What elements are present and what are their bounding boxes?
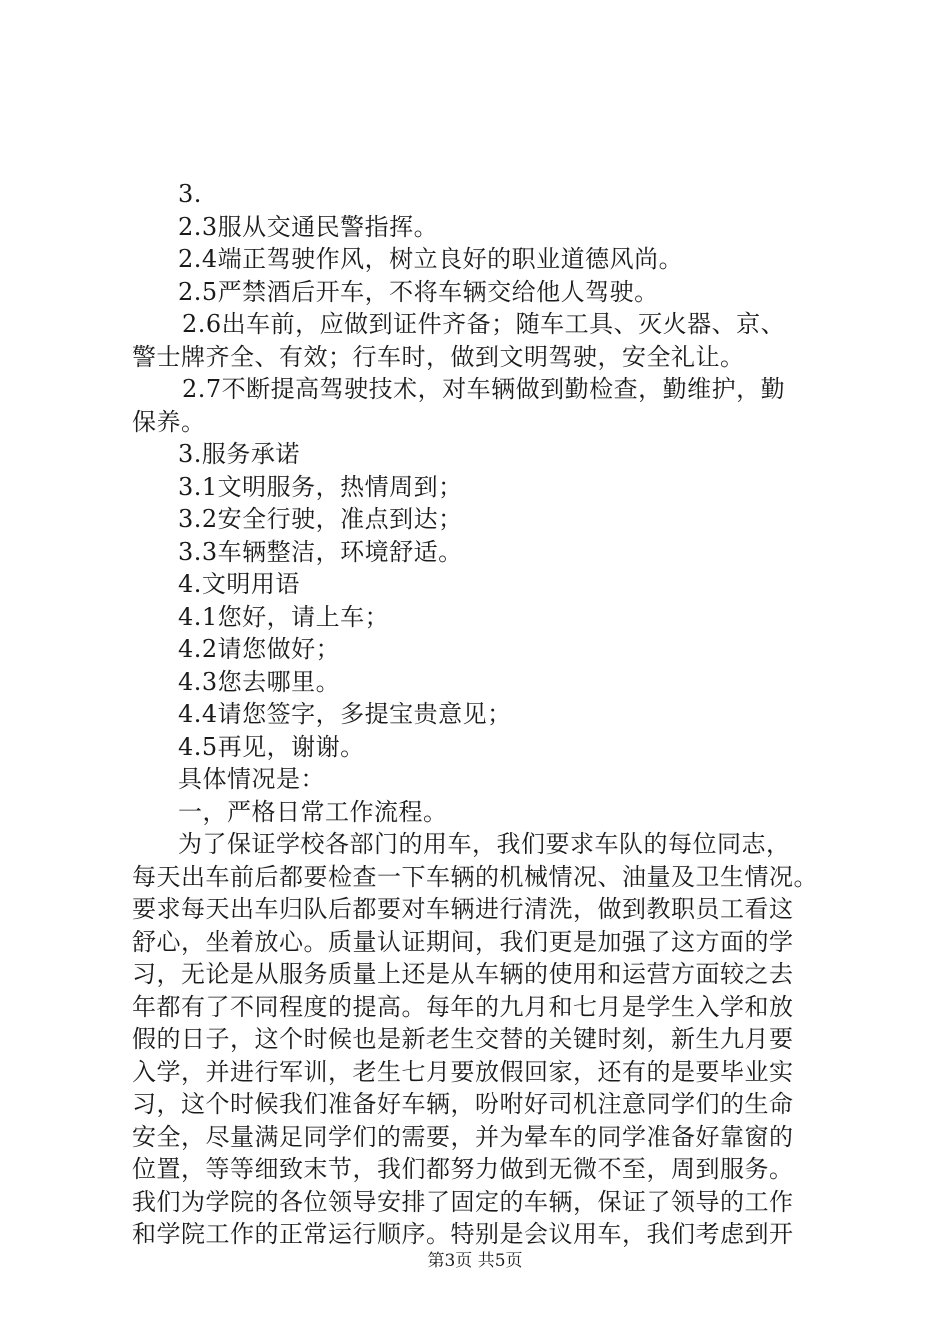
text-line: 警士牌齐全、有效；行车时，做到文明驾驶，安全礼让。 xyxy=(132,342,745,371)
text-line: 每天出车前后都要检查一下车辆的机械情况、油量及卫生情况。 xyxy=(132,862,818,891)
text-line: 3.3车辆整洁，环境舒适。 xyxy=(178,537,463,566)
text-line: 4.4请您签字，多提宝贵意见； xyxy=(178,700,512,728)
text-line: 4.3您去哪里。 xyxy=(178,667,341,696)
text-line: 2.6出车前，应做到证件齐备；随车工具、灭火器、京、 xyxy=(182,310,786,338)
page-footer: 第3页 共5页 xyxy=(427,1251,523,1271)
text-line: 4.5再见，谢谢。 xyxy=(178,732,365,761)
text-line: 2.5严禁酒后开车，不将车辆交给他人驾驶。 xyxy=(178,277,659,306)
text-line: 4.1您好，请上车； xyxy=(178,602,390,631)
text-line: 入学，并进行军训，老生七月要放假回家，还有的是要毕业实 xyxy=(132,1057,794,1086)
document-body xyxy=(132,178,832,1251)
text-line: 3.2安全行驶，准点到达； xyxy=(178,505,463,533)
text-line: 我们为学院的各位领导安排了固定的车辆，保证了领导的工作 xyxy=(132,1187,794,1216)
text-line: 习，无论是从服务质量上还是从车辆的使用和运营方面较之去 xyxy=(132,960,794,988)
text-line: 保养。 xyxy=(132,407,206,436)
text-line: 2.4端正驾驶作风，树立良好的职业道德风尚。 xyxy=(178,245,684,273)
text-line: 2.3服从交通民警指挥。 xyxy=(178,212,439,241)
text-line: 3.1文明服务，热情周到； xyxy=(178,472,463,501)
text-line: 3.服务承诺 xyxy=(178,440,300,468)
text-line: 为了保证学校各部门的用车，我们要求车队的每位同志， xyxy=(178,830,791,858)
text-line: 舒心，坐着放心。质量认证期间，我们更是加强了这方面的学 xyxy=(132,927,794,956)
text-line: 4.2请您做好； xyxy=(178,635,341,663)
text-line: 4.文明用语 xyxy=(178,570,300,598)
text-line: 和学院工作的正常运行顺序。特别是会议用车，我们考虑到开 xyxy=(132,1220,794,1248)
text-line: 年都有了不同程度的提高。每年的九月和七月是学生入学和放 xyxy=(132,992,794,1021)
text-line: 位置，等等细致末节，我们都努力做到无微不至，周到服务。 xyxy=(132,1155,794,1183)
text-line: 要求每天出车归队后都要对车辆进行清洗，做到教职员工看这 xyxy=(132,895,794,923)
text-line: 安全，尽量满足同学们的需要，并为晕车的同学准备好靠窗的 xyxy=(132,1122,794,1151)
text-line: 习，这个时候我们准备好车辆，吩咐好司机注意同学们的生命 xyxy=(132,1090,794,1118)
text-line: 一，严格日常工作流程。 xyxy=(178,797,448,826)
text-line: 具体情况是： xyxy=(178,765,325,793)
text-line: 2.7不断提高驾驶技术，对车辆做到勤检查，勤维护，勤 xyxy=(182,375,786,403)
text-line: 3. xyxy=(178,180,202,208)
text-line: 假的日子，这个时候也是新老生交替的关键时刻，新生九月要 xyxy=(132,1025,794,1053)
